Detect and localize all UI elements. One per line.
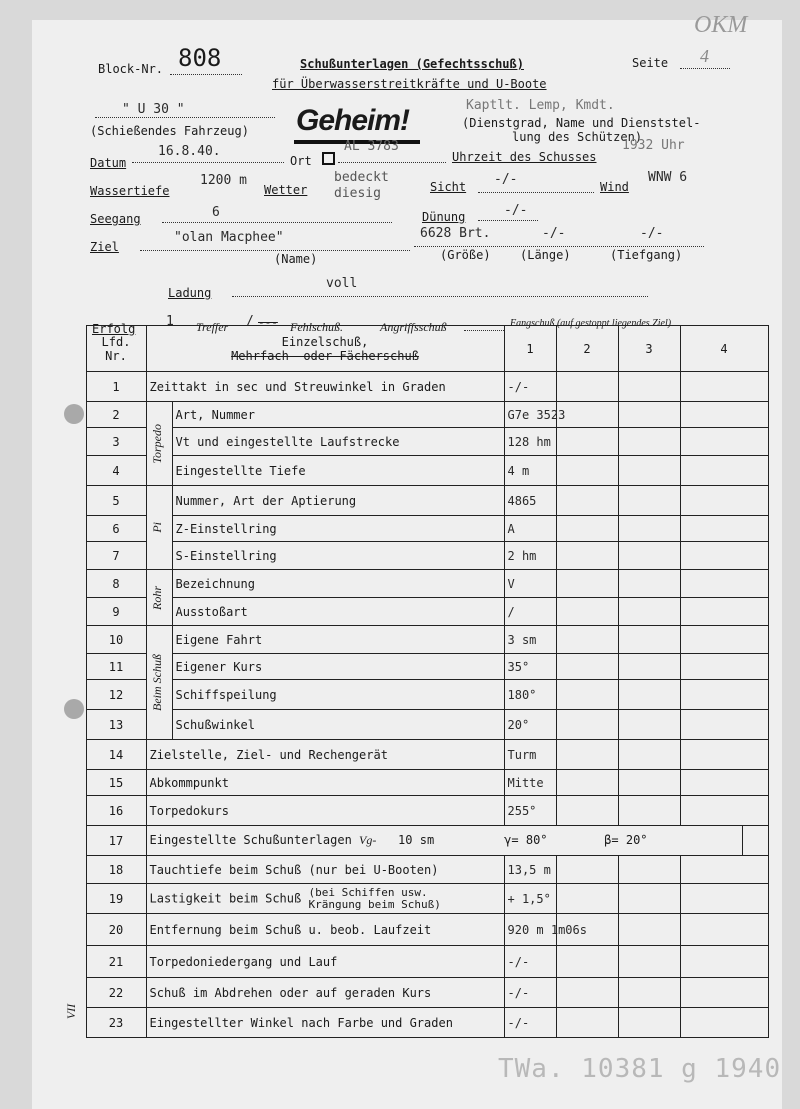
datum-value: 16.8.40.: [158, 144, 221, 159]
value-col-4: [680, 598, 768, 626]
row-label: S-Einstellring: [172, 542, 504, 570]
value-col-4: [680, 654, 768, 680]
row-label: Z-Einstellring: [172, 516, 504, 542]
wetter-value-1: bedeckt: [334, 170, 389, 185]
value-col-4: [680, 516, 768, 542]
col-header-1: 1: [504, 326, 556, 372]
value-col-1: -/-: [504, 978, 556, 1008]
value-col-2: [556, 856, 618, 884]
value-col-3: [618, 654, 680, 680]
value-col-4: [680, 884, 768, 914]
fangschuss-label: Fangschuß (auf gestoppt liegendes Ziel): [510, 318, 672, 329]
name-label: (Name): [274, 252, 318, 266]
value-col-2: [556, 402, 618, 428]
row-label: Nummer, Art der Aptierung: [172, 486, 504, 516]
row-label: Entfernung beim Schuß u. beob. Laufzeit: [146, 914, 504, 946]
uhrzeit-label: Uhrzeit des Schusses: [452, 150, 597, 164]
row-label: Schiffspeilung: [172, 680, 504, 710]
header-nr: Lfd. Nr.: [86, 326, 146, 372]
value-col-2: [556, 740, 618, 770]
uhrzeit-value: 1932 Uhr: [622, 138, 685, 153]
value-col-4: [680, 856, 768, 884]
value-col-3: [618, 770, 680, 796]
fehl-label: Fehlschuß.: [290, 320, 343, 334]
treffer-label: Treffer: [196, 320, 229, 334]
table-row: [66, 914, 768, 946]
row-label: Zeittakt in sec und Streuwinkel in Graden: [146, 372, 504, 402]
table-row: [66, 826, 768, 856]
value-col-4: [680, 372, 768, 402]
row-number: 13: [86, 710, 146, 740]
row-label: Eigene Fahrt: [172, 626, 504, 654]
value-col-1: 35°: [504, 654, 556, 680]
corner-mark: OKM: [694, 12, 748, 38]
value-col-1: 180°: [504, 680, 556, 710]
page-label: Seite: [632, 56, 669, 70]
vessel-value: " U 30 ": [122, 102, 185, 117]
value-col-1: 4865: [504, 486, 556, 516]
value-col-4: [680, 456, 768, 486]
row-label: Lastigkeit beim Schuß (bei Schiffen usw. Krängung beim Schuß): [146, 884, 504, 914]
value-col-1: -/-: [504, 372, 556, 402]
value-col-2: [556, 542, 618, 570]
row-number: 10: [86, 626, 146, 654]
table-row: [66, 626, 768, 654]
wassertiefe-label: Wassertiefe: [90, 184, 170, 198]
value-col-2: [556, 428, 618, 456]
value-col-3: [618, 914, 680, 946]
value-col-1: 20°: [504, 710, 556, 740]
value-col-1: 3 sm: [504, 626, 556, 654]
seegang-value: 6: [212, 205, 220, 220]
table-row: [66, 740, 768, 770]
row-number: 16: [86, 796, 146, 826]
table-row: [66, 796, 768, 826]
value-col-1: G7e 3523: [504, 402, 556, 428]
table-row: [66, 372, 768, 402]
wassertiefe-value: 1200 m: [200, 173, 247, 188]
value-col-4: [680, 626, 768, 654]
value-col-2: [556, 680, 618, 710]
shooter-label-2: lung des Schützen): [512, 130, 643, 144]
group-pi: Pi: [146, 486, 172, 570]
row-label: Tauchtiefe beim Schuß (nur bei U-Booten): [146, 856, 504, 884]
table-row: [66, 884, 768, 914]
value-col-3: [618, 598, 680, 626]
value-col-3: [618, 856, 680, 884]
table-row: [66, 856, 768, 884]
value-col-1: -/-: [504, 1008, 556, 1038]
page-number: 4: [700, 46, 709, 66]
wind-label: Wind: [600, 180, 629, 194]
row-label: Vt und eingestellte Laufstrecke: [172, 428, 504, 456]
brt-value: 6628 Brt.: [420, 226, 491, 241]
value-col-1: + 1,5°: [504, 884, 556, 914]
row-label: Art, Nummer: [172, 402, 504, 428]
row-number: 7: [86, 542, 146, 570]
table-row: [66, 516, 768, 542]
laenge-label: (Länge): [520, 248, 571, 262]
value-col-1: 128 hm: [504, 428, 556, 456]
row-number: 3: [86, 428, 146, 456]
value-col-1: 920 m 1m06s: [504, 914, 556, 946]
row-number: 21: [86, 946, 146, 978]
table-row: [66, 654, 768, 680]
value-col-1: /: [504, 598, 556, 626]
table-row: [66, 710, 768, 740]
treffer-count: 1: [166, 314, 174, 329]
value-col-3: [618, 516, 680, 542]
value-col-2: [556, 796, 618, 826]
seegang-label: Seegang: [90, 212, 141, 226]
value-col-4: [680, 486, 768, 516]
wind-value: WNW 6: [648, 170, 688, 185]
value-col-3: [618, 570, 680, 598]
value-col-1: -/-: [504, 946, 556, 978]
ziel-label: Ziel: [90, 240, 119, 254]
value-col-3: [618, 372, 680, 402]
row-label: Eingestellte Tiefe: [172, 456, 504, 486]
row-number: 8: [86, 570, 146, 598]
laenge-value: -/-: [542, 226, 566, 241]
datum-label: Datum: [90, 156, 127, 170]
value-col-1: A: [504, 516, 556, 542]
row-number: 12: [86, 680, 146, 710]
angriff-label: Angriffsschuß: [380, 320, 447, 334]
row-label: Eingestellte Schußunterlagen Vg- 10 sm γ= 80° β= 20°: [146, 826, 742, 856]
row-label: Zielstelle, Ziel- und Rechengerät: [146, 740, 504, 770]
ladung-label: Ladung: [168, 286, 212, 300]
ort-value: AL 3783: [344, 139, 399, 154]
value-col-2: [556, 770, 618, 796]
value-col-2: [556, 456, 618, 486]
col-header-4: 4: [680, 326, 768, 372]
value-col-3: [618, 884, 680, 914]
table-row: [66, 486, 768, 516]
row-label: Bezeichnung: [172, 570, 504, 598]
erfolg-label: Erfolg: [92, 322, 136, 336]
value-col-2: [556, 978, 618, 1008]
value-col-4: [680, 428, 768, 456]
wetter-value-2: diesig: [334, 186, 381, 201]
value-col-2: [556, 372, 618, 402]
ort-checkbox: [322, 152, 335, 165]
value-col-1: 4 m: [504, 456, 556, 486]
value-col-4: [680, 796, 768, 826]
value-col-4: [680, 946, 768, 978]
value-col-3: [618, 978, 680, 1008]
table-row: [66, 456, 768, 486]
value-col-4: [680, 770, 768, 796]
table-row: [66, 570, 768, 598]
row-number: 18: [86, 856, 146, 884]
value-col-3: [618, 486, 680, 516]
group-beim_schuss: Beim Schuß: [146, 626, 172, 740]
duenung-label: Dünung: [422, 210, 466, 224]
value-col-2: [556, 946, 618, 978]
row-number: 6: [86, 516, 146, 542]
sicht-value: -/-: [494, 172, 518, 187]
table-row: [66, 946, 768, 978]
table-row: [66, 680, 768, 710]
block-number: 808: [178, 44, 222, 72]
header-title: Einzelschuß, Mehrfach- oder Fächerschuß: [146, 326, 504, 372]
margin-note: VII: [64, 1003, 79, 1020]
form-subtitle: für Überwasserstreitkräfte und U-Boote: [272, 77, 547, 91]
row-number: 11: [86, 654, 146, 680]
value-col-2: [556, 710, 618, 740]
value-col-1: V: [504, 570, 556, 598]
row-label: Abkommpunkt: [146, 770, 504, 796]
row-number: 5: [86, 486, 146, 516]
value-col-3: [618, 542, 680, 570]
form-title: Schußunterlagen (Gefechtsschuß): [300, 57, 524, 71]
value-col-4: [680, 914, 768, 946]
value-col-3: [618, 626, 680, 654]
tiefgang-label: (Tiefgang): [610, 248, 683, 262]
row-label: Eigener Kurs: [172, 654, 504, 680]
value-col-4: [680, 570, 768, 598]
wetter-label: Wetter: [264, 183, 308, 197]
value-col-2: [556, 1008, 618, 1038]
ort-label: Ort: [290, 154, 312, 168]
row-label: Schuß im Abdrehen oder auf geraden Kurs: [146, 978, 504, 1008]
groesse-label: (Größe): [440, 248, 491, 262]
value-col-3: [618, 946, 680, 978]
row-number: 19: [86, 884, 146, 914]
row-number: 14: [86, 740, 146, 770]
shooter-value: Kaptlt. Lemp, Kmdt.: [466, 98, 615, 113]
value-col-2: [556, 486, 618, 516]
value-col-2: [556, 570, 618, 598]
value-col-4: [680, 978, 768, 1008]
row-label: Schußwinkel: [172, 710, 504, 740]
row-number: 23: [86, 1008, 146, 1038]
value-col-4: [680, 1008, 768, 1038]
value-col-1: Turm: [504, 740, 556, 770]
vessel-label: (Schießendes Fahrzeug): [90, 124, 249, 138]
value-col-4: [680, 740, 768, 770]
sicht-label: Sicht: [430, 180, 467, 194]
row-number: 17: [86, 826, 146, 856]
value-col-2: [556, 516, 618, 542]
table-row: [66, 978, 768, 1008]
tiefgang-value: -/-: [640, 226, 664, 241]
value-col-1: 2 hm: [504, 542, 556, 570]
row-number: 9: [86, 598, 146, 626]
row-number: 2: [86, 402, 146, 428]
shooter-label-1: (Dienstgrad, Name und Dienststel-: [462, 116, 701, 130]
value-col-3: [618, 428, 680, 456]
value-col-3: [618, 680, 680, 710]
firing-data-table: [66, 325, 769, 1038]
table-row: [66, 598, 768, 626]
value-col-2: [556, 884, 618, 914]
value-col-3: [618, 710, 680, 740]
col-header-3: 3: [618, 326, 680, 372]
col-header-2: 2: [556, 326, 618, 372]
table-row: [66, 1008, 768, 1038]
value-col-1: 255°: [504, 796, 556, 826]
row-number: 1: [86, 372, 146, 402]
table-row: [66, 428, 768, 456]
row-label: Ausstoßart: [172, 598, 504, 626]
table-row: [66, 542, 768, 570]
block-label: Block-Nr.: [98, 62, 164, 76]
value-col-4: [680, 402, 768, 428]
table-row: [66, 402, 768, 428]
row-label: Eingestellter Winkel nach Farbe und Graden: [146, 1008, 504, 1038]
row-number: 15: [86, 770, 146, 796]
value-col-2: [556, 598, 618, 626]
ziel-value: "olan Macphee": [174, 230, 284, 245]
value-col-3: [618, 796, 680, 826]
row-label: Torpedokurs: [146, 796, 504, 826]
value-col-3: [618, 402, 680, 428]
value-col-4: [680, 680, 768, 710]
value-col-3: [618, 456, 680, 486]
value-col-1: 13,5 m: [504, 856, 556, 884]
ladung-value: voll: [326, 276, 358, 291]
value-col-2: [556, 654, 618, 680]
value-col-1: Mitte: [504, 770, 556, 796]
value-col-4: [680, 542, 768, 570]
group-rohr: Rohr: [146, 570, 172, 626]
row-number: 4: [86, 456, 146, 486]
value-col-2: [556, 626, 618, 654]
value-col-3: [618, 1008, 680, 1038]
secret-stamp: Geheim!: [296, 104, 410, 137]
duenung-value: -/-: [504, 203, 528, 218]
row-number: 20: [86, 914, 146, 946]
table-row: [66, 770, 768, 796]
row-label: Torpedoniedergang und Lauf: [146, 946, 504, 978]
value-col-4: [680, 710, 768, 740]
fehl-count: ---: [258, 316, 278, 329]
archive-stamp: TWa. 10381 g 1940: [498, 1054, 782, 1084]
group-torpedo: Torpedo: [146, 402, 172, 486]
row-number: 22: [86, 978, 146, 1008]
value-col-3: [618, 740, 680, 770]
